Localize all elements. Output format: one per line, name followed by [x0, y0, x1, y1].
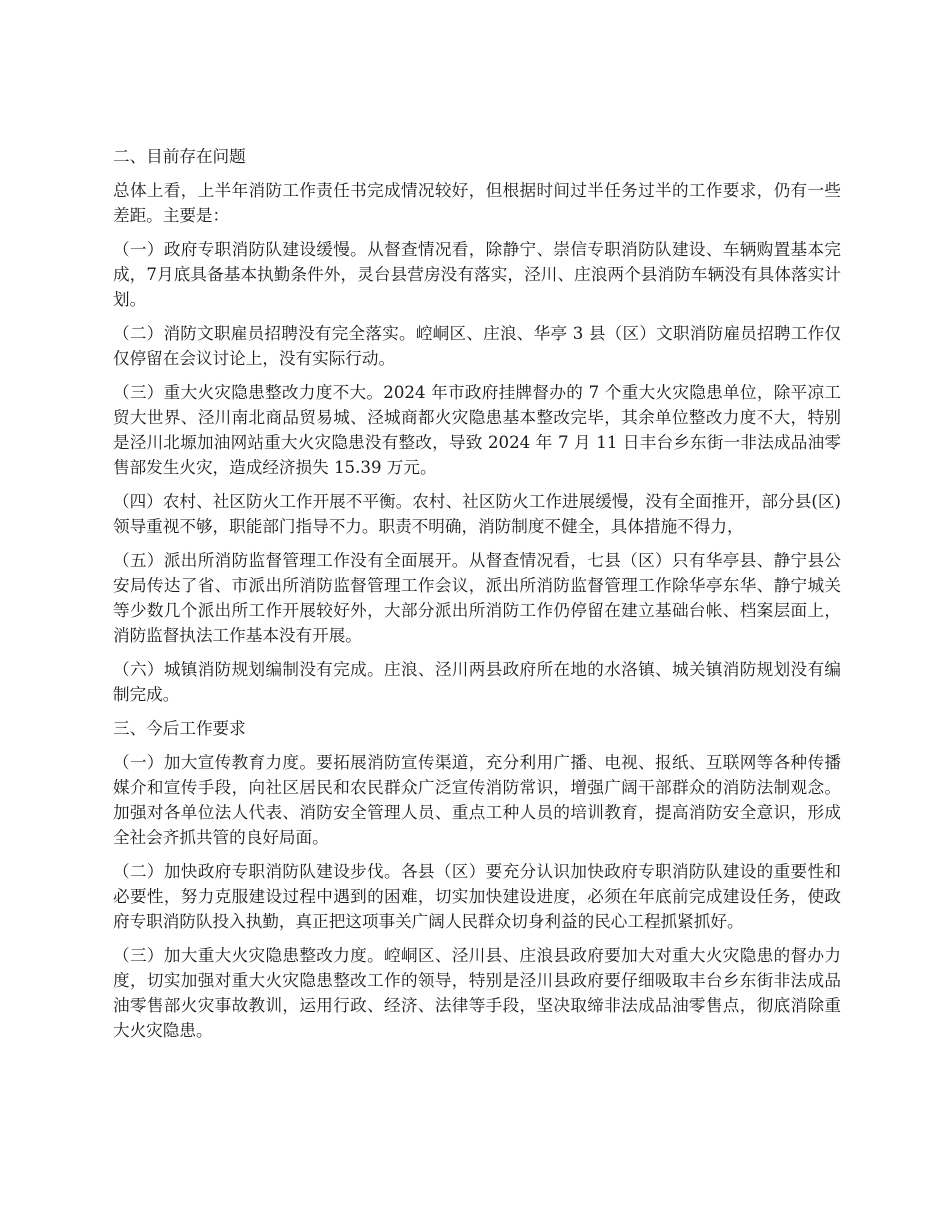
paragraph-problem-2: （二）消防文职雇员招聘没有完全落实。崆峒区、庄浪、华亭 3 县（区）文职消防雇员招聘工作仅仅停留在会议讨论上，没有实际行动。 [113, 324, 841, 368]
paragraph-problem-5: （五）派出所消防监督管理工作没有全面展开。从督查情况看，七县（区）只有华亭县、静宁县公安局传达了省、市派出所消防监督管理工作会议，派出所消防监督管理工作除华亭东华、静宁城关等少数几个派出所工作开展较好外，大部分派出所消防工作仍停留在建立基础台帐、档案层面上，消防监督执法工作基本没有开展。 [113, 551, 841, 645]
section-heading-future-requirements: 三、今后工作要求 [113, 719, 246, 738]
paragraph-problem-6: （六）城镇消防规划编制没有完成。庄浪、泾川两县政府所在地的水洛镇、城关镇消防规划没有编制完成。 [113, 660, 841, 704]
document-body [113, 144, 841, 1052]
section-heading-current-problems: 二、目前存在问题 [113, 147, 246, 166]
paragraph-problem-4: （四）农村、社区防火工作开展不平衡。农村、社区防火工作进展缓慢，没有全面推开，部分县(区)领导重视不够，职能部门指导不力。职责不明确，消防制度不健全，具体措施不得力， [113, 492, 841, 536]
paragraph-requirement-3: （三）加大重大火灾隐患整改力度。崆峒区、泾川县、庄浪县政府要加大对重大火灾隐患的督办力度，切实加强对重大火灾隐患整改工作的领导，特别是泾川县政府要仔细吸取丰台乡东街非法成品油零售部火灾事故教训，运用行政、经济、法律等手段，坚决取缔非法成品油零售点，彻底消除重大火灾隐患。 [113, 946, 841, 1040]
paragraph-requirement-1: （一）加大宣传教育力度。要拓展消防宣传渠道，充分利用广播、电视、报纸、互联网等各种传播媒介和宣传手段，向社区居民和农民群众广泛宣传消防常识，增强广阔干部群众的消防法制观念。加强对各单位法人代表、消防安全管理人员、重点工种人员的培训教育，提高消防安全意识，形成全社会齐抓共管的良好局面。 [113, 753, 841, 847]
paragraph-problem-3: （三）重大火灾隐患整改力度不大。2024 年市政府挂牌督办的 7 个重大火灾隐患单位，除平凉工贸大世界、泾川南北商品贸易城、泾城商都火灾隐患基本整改完毕，其余单位整改力度不大，特别是泾川北塬加油网站重大火灾隐患没有整改，导致 2024 年 7 月 11 日丰台乡东街一非法成品油零售部发生火灾，造成经济损失 15.39 万元。 [113, 383, 841, 477]
paragraph-requirement-2: （二）加快政府专职消防队建设步伐。各县（区）要充分认识加快政府专职消防队建设的重要性和必要性，努力克服建设过程中遇到的困难，切实加快建设进度，必须在年底前完成建设任务，使政府专职消防队投入执勤，真正把这项事关广阔人民群众切身利益的民心工程抓紧抓好。 [113, 862, 841, 931]
paragraph-problem-1: （一）政府专职消防队建设缓慢。从督查情况看，除静宁、崇信专职消防队建设、车辆购置基本完成，7月底具备基本执勤条件外，灵台县营房没有落实，泾川、庄浪两个县消防车辆没有具体落实计划。 [113, 240, 841, 309]
paragraph-overview: 总体上看，上半年消防工作责任书完成情况较好，但根据时间过半任务过半的工作要求，仍有一些差距。主要是： [113, 181, 841, 225]
